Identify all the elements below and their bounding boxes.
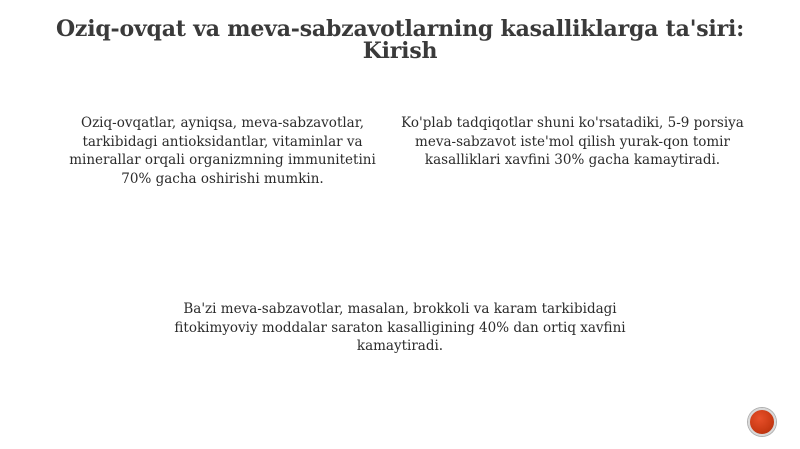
slide-title: Oziq-ovqat va meva-sabzavotlarning kasalliklarga ta'siri: Kirish [55, 16, 745, 64]
text-block-cardiovascular: Ko'plab tadqiqotlar shuni ko'rsatadiki, 5-9 porsiya meva-sabzavot iste'mol qilish yurak-qon tomir kasalliklari xavfini 30% gacha kamaytiradi. [401, 115, 744, 168]
next-slide-button[interactable] [748, 408, 776, 436]
text-block-immunity: Oziq-ovqatlar, ayniqsa, meva-sabzavotlar, tarkibidagi antioksidantlar, vitaminlar va minerallar orqali organizmning immunitetini 70% gacha oshirishi mumkin. [69, 115, 376, 187]
text-block-cancer: Ba'zi meva-sabzavotlar, masalan, brokkoli va karam tarkibidagi fitokimyoviy moddalar saraton kasalligining 40% dan ortiq xavfini kamaytiradi. [174, 301, 626, 354]
